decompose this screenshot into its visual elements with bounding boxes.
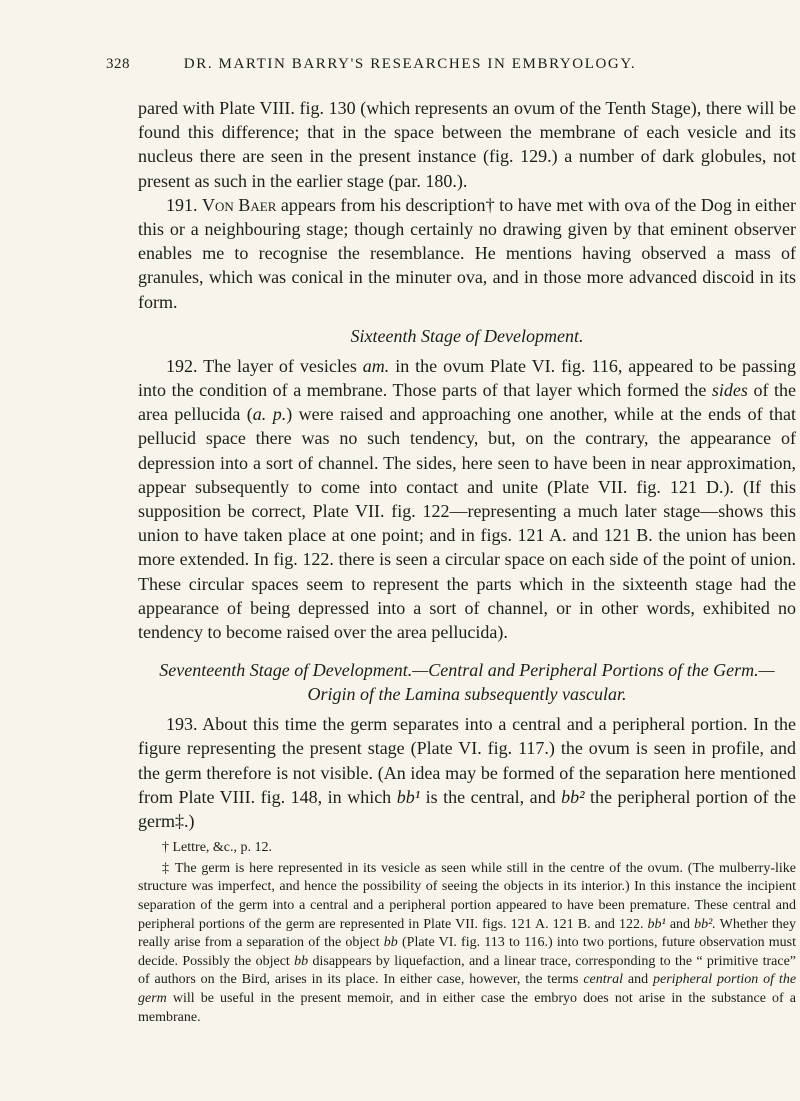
page-header [106, 56, 714, 82]
paragraph-text: appears from his description [280, 194, 486, 215]
italic-label: sides [711, 380, 748, 401]
footnote-double-dagger [138, 860, 796, 1027]
paragraph-number: 193. [166, 714, 198, 735]
footnote-text: disappears by liquefaction, and a linear trace, corresponding to the “ primitive trace” of authors on the Bird, arises in its place. In either case, however, the terms [138, 953, 796, 988]
author-name: Von Baer [202, 194, 277, 215]
italic-label: bb¹ [647, 916, 666, 932]
paragraph-192 [138, 354, 796, 644]
paragraph-text: of the area pellucida ( [138, 380, 796, 425]
page-number: 328 [106, 56, 130, 72]
footnote-marker: † [485, 194, 495, 215]
italic-label: am. [362, 355, 390, 376]
italic-label: bb². [694, 916, 716, 932]
italic-label: bb [294, 953, 309, 969]
italic-label: peripheral portion of the germ [138, 972, 797, 1007]
paragraph-text: is the central, and [425, 786, 556, 807]
paragraph-number: 192. [166, 355, 198, 376]
footnote-text: Whether they really arise from a separation of the object [138, 916, 797, 951]
footnote-text: and [669, 916, 691, 932]
footnote-dagger: † Lettre, &c., p. 12. [162, 840, 273, 856]
paragraph-191 [138, 193, 796, 314]
paragraph-number: 191. [166, 194, 198, 215]
italic-label: bb² [561, 786, 585, 807]
footnotes [138, 839, 796, 1027]
footnote-text: will be useful in the present memoir, and in either case the embryo does not arise in the substance of a membrane. [138, 991, 796, 1025]
paragraph-text: in the ovum Plate VI. fig. 116, appeared to be passing into the condition of a membrane. Those parts of that layer which formed the [138, 355, 796, 401]
paragraph-text: the peripheral portion of the germ [138, 786, 797, 832]
paragraph-continuation: pared with Plate VIII. fig. 130 (which represents an ovum of the Tenth Stage), there will be found this difference; that in the space between the membrane of each vesicle and its nucleus there are seen in the present instance (fig. 129.) a number of dark globules, not present as such in the earlier stage (par. 180.). [138, 98, 796, 191]
italic-label: a. p. [252, 404, 287, 425]
paragraph-text: The layer of vesicles [203, 355, 357, 376]
italic-label: bb¹ [396, 786, 421, 807]
section-heading-sixteenth: Sixteenth Stage of Development. [350, 325, 584, 346]
paragraph-text: .) [183, 811, 195, 832]
italic-label: central [583, 972, 623, 988]
running-title: DR. MARTIN BARRY'S RESEARCHES IN EMBRYOLOGY. [183, 56, 637, 72]
page-body [138, 96, 796, 1027]
paragraph-193 [138, 712, 796, 833]
footnote-marker: ‡ [174, 811, 184, 832]
section-heading-seventeenth: Seventeenth Stage of Development.—Central and Peripheral Portions of the Germ.— Origin of the Lamina subsequently vascular. [159, 660, 775, 705]
paragraph-text: About this time the germ separates into a central and a peripheral portion. In the figure representing the present stage (Plate VI. fig. 117.) the ovum is seen in profile, and the germ therefore is not visible. (An idea may be formed of the separation here mentioned from Plate VIII. fig. 148, in which [138, 714, 797, 807]
footnote-text: (Plate VI. fig. 113 to 116.) into two portions, future observation must decide. Possibly the object [138, 935, 797, 969]
italic-label: bb [383, 935, 398, 951]
footnote-text: ‡ The germ is here represented in its vesicle as seen while still in the centre of the ovum. (The mulberry-like structure was imperfect, and hence the possibility of seeing the objects in its interior.) In this instance the incipient separation of the germ into a central and a peripheral portion appeared to have been premature. These central and peripheral portions of the germ are represented in Plate VII. figs. 121 A. 121 B. and 122. [138, 860, 796, 932]
footnote-text: and [627, 972, 649, 988]
paragraph-text: to have met with ova of the Dog in either this or a neighbouring stage; though certainly no drawing given by that eminent observer enables me to recognise the resemblance. He mentions having observed a mass of granules, which was conical in the minuter ova, and in those more advanced discoid in its form. [138, 194, 796, 312]
paragraph-text: ) were raised and approaching one another, while at the ends of that pellucid space there was no such tendency, but, on the contrary, the appearance of depression into a sort of channel. The sides, here seen to have been in near approximation, appear subsequently to come into contact and unite (Plate VII. fig. 121 D.). (If this supposition be correct, Plate VII. fig. 122—representing a much later stage—shows this union to have taken place at one point; and in figs. 121 A. and 121 B. the union has been more extended. In fig. 122. there is seen a circular space on each side of the point of union. These circular spaces seem to represent the parts which in the sixteenth stage had the appearance of being depressed into a sort of channel, or in other words, exhibited no tendency to become raised over the area pellucida). [138, 404, 796, 643]
